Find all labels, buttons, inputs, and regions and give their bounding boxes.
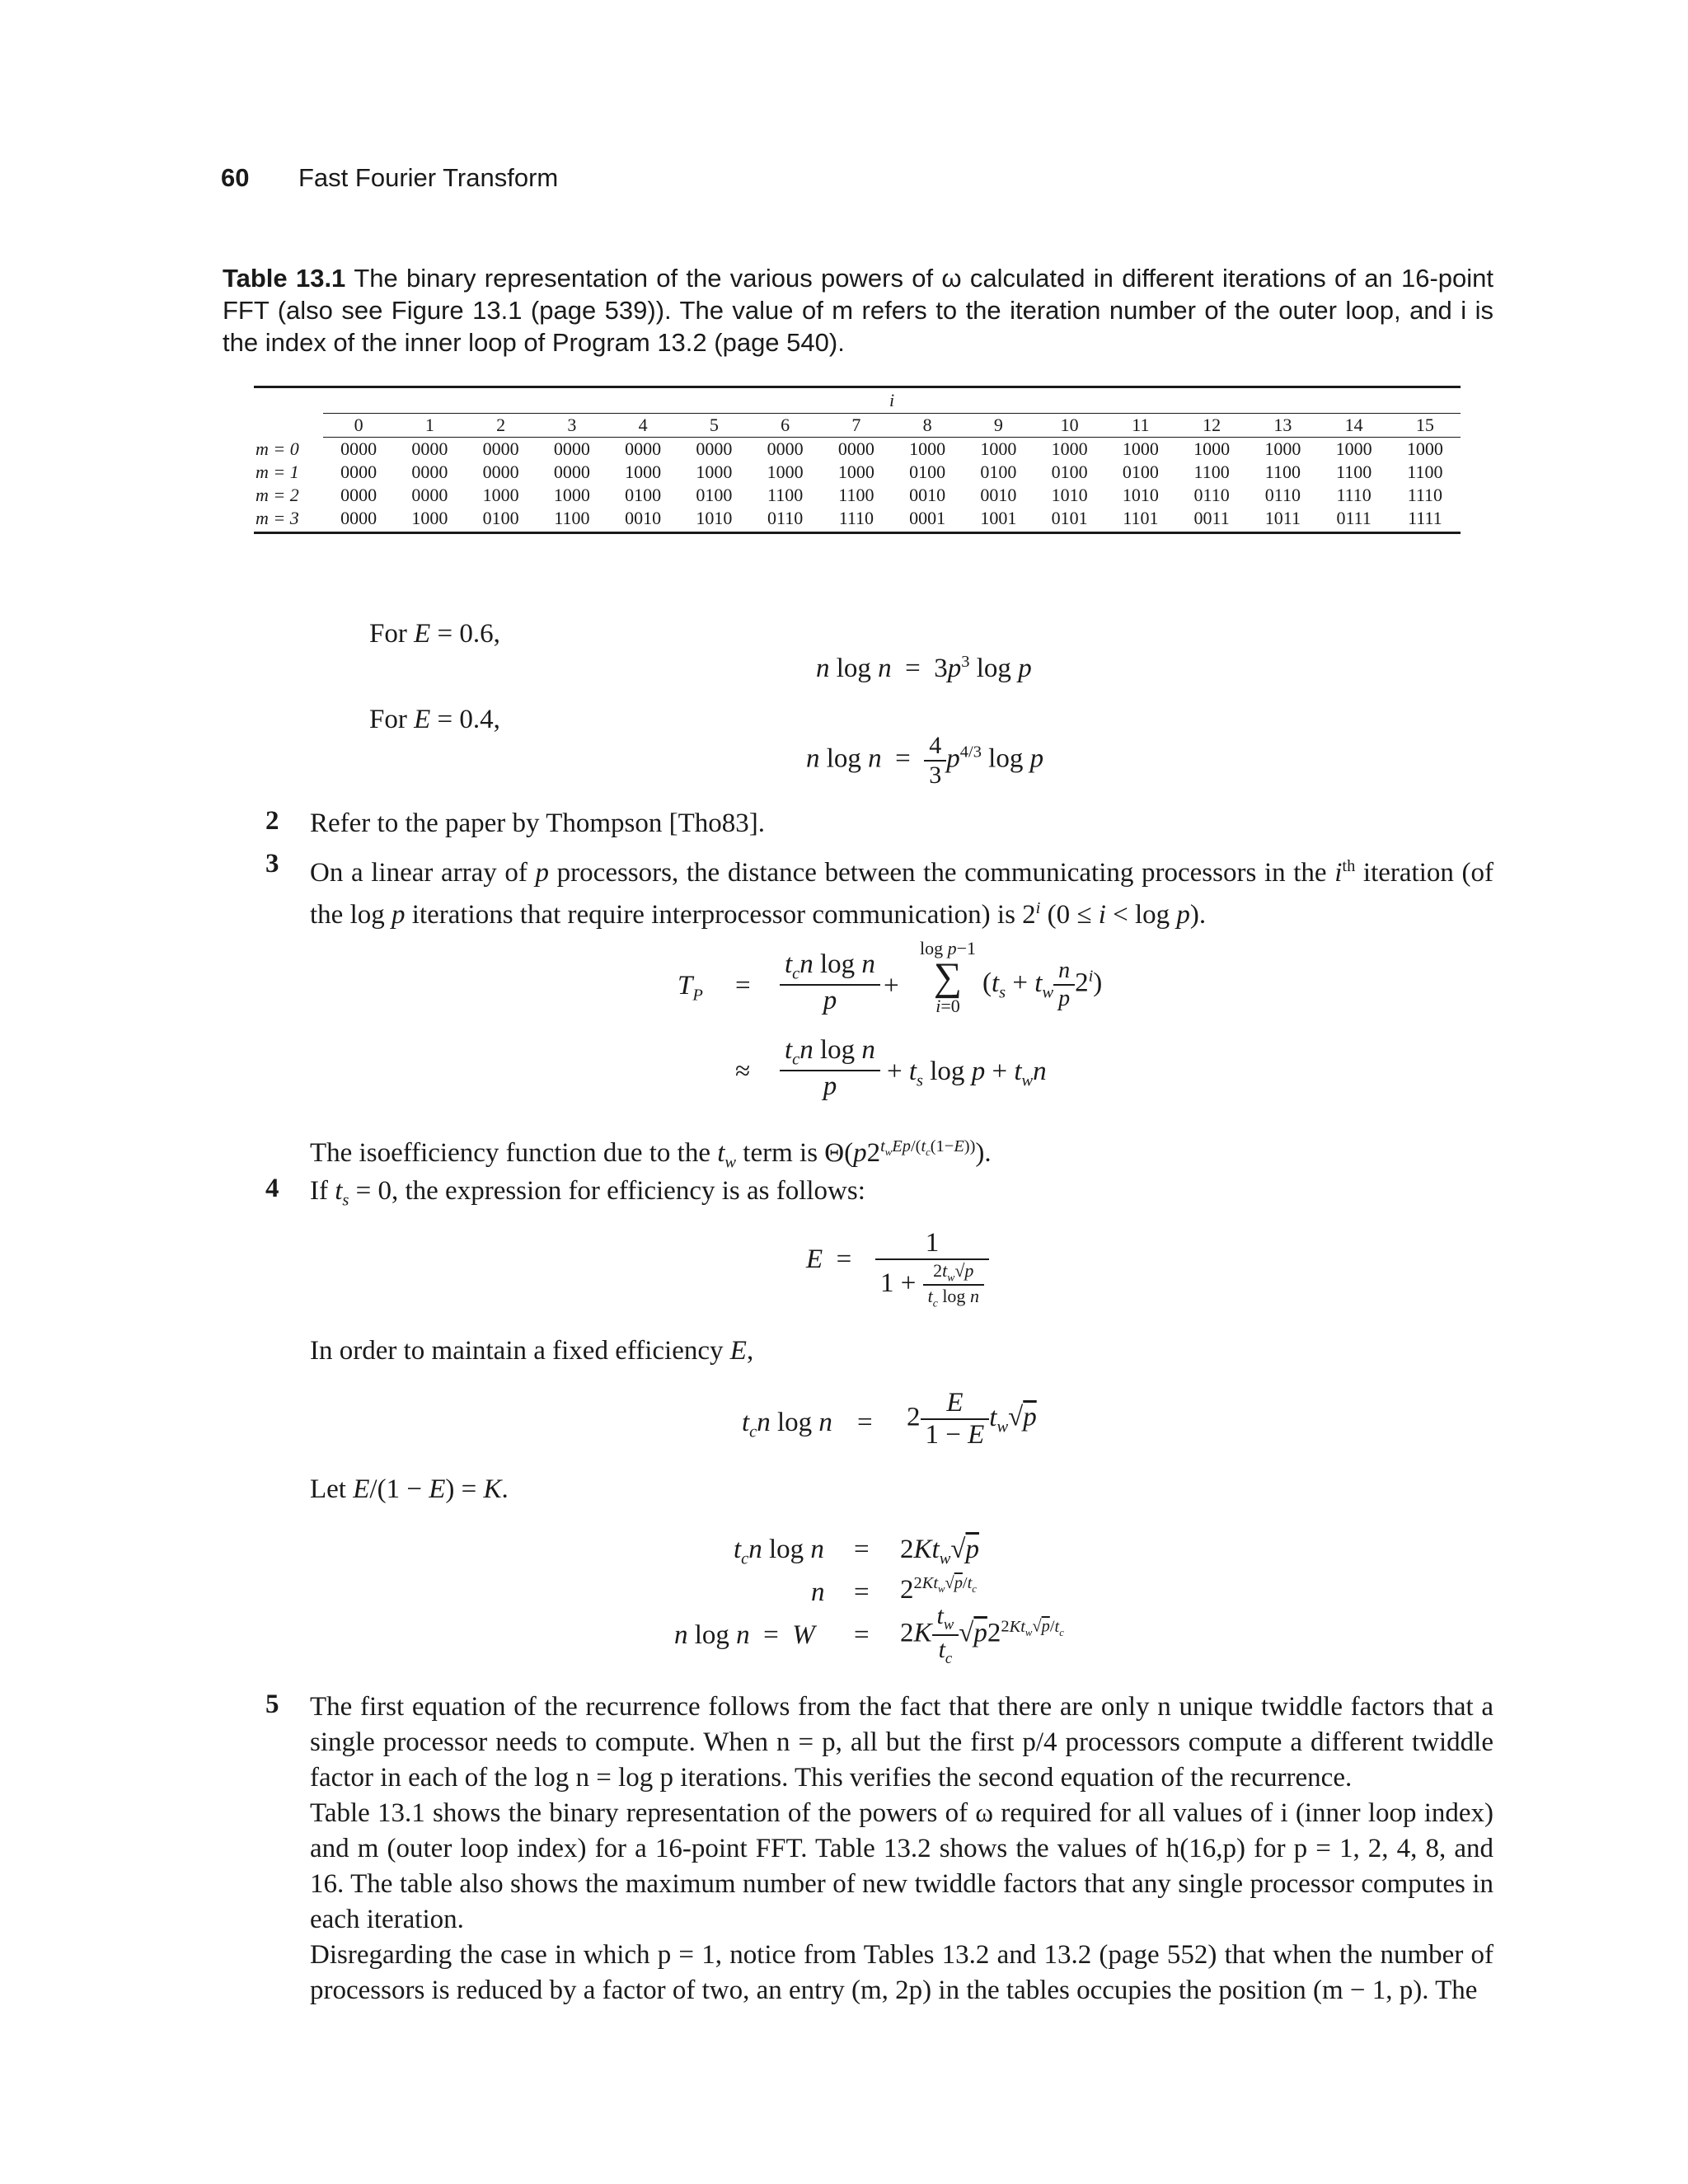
item5-paragraph-1: The first equation of the recurrence follows from the fact that there are only n unique twiddle factors that a single processor needs to compute. When n = p, all but the first p/4 processors compute a different twiddle factor in each of the log n = log p iterations. This verifies the second equation of the recurrence. [310, 1692, 1493, 1793]
column-group-label: i [889, 390, 895, 410]
table-cell: 0000 [696, 438, 733, 459]
eq-e04-denominator: 3 [929, 762, 942, 789]
table-row [254, 461, 1461, 484]
table-cell: 0000 [767, 438, 804, 459]
row-label: m = 1 [256, 462, 299, 482]
table-cell: 1011 [1264, 508, 1301, 528]
table-cell: 0100 [482, 508, 519, 528]
column-header: 15 [1390, 414, 1461, 438]
table-cell: 0000 [482, 438, 519, 459]
table-cell: 1010 [1051, 485, 1088, 505]
column-header: 14 [1319, 414, 1390, 438]
column-header: 7 [821, 414, 892, 438]
let-text: Let E/(1 − E) = K. [310, 1474, 509, 1504]
table-cell: 0000 [340, 462, 377, 482]
column-header: 12 [1176, 414, 1247, 438]
table-cell: 1100 [767, 485, 804, 505]
table-cell: 0100 [980, 462, 1017, 482]
eq-e04: n log n = $\frac{4}{3}$ $p^{4/3}$ log p [806, 732, 1044, 789]
table-cell: 1100 [838, 485, 874, 505]
table-cell: 1000 [980, 438, 1017, 459]
caption-label: Table 13.1 [223, 264, 346, 293]
w-eq3-equals: = [854, 1620, 870, 1650]
table-cell: 0110 [1264, 485, 1301, 505]
table-cell: 1100 [1264, 462, 1301, 482]
maintain-text: In order to maintain a fixed efficiency E, [310, 1336, 754, 1366]
w-eq1-rhs: $2Kt_w√p$ [900, 1535, 979, 1568]
tp-eq1-fraction: $\frac{t_cn \log n}{p}$ [780, 949, 880, 1016]
table-cell: 1111 [1408, 508, 1442, 528]
for-e04-label: For E = 0.4, [369, 705, 500, 734]
table-row [254, 484, 1461, 507]
w-eq1-equals: = [854, 1535, 870, 1564]
table-cell: 0001 [909, 508, 946, 528]
table-cell: 0010 [625, 508, 662, 528]
table-caption [223, 262, 1493, 359]
table-cell: 0000 [411, 485, 448, 505]
tp-sum: log p−1 ∑ i=0 [919, 938, 977, 1016]
column-header: 9 [963, 414, 1034, 438]
table-cell: 1000 [837, 462, 874, 482]
isoefficiency-text: The isoefficiency function due to the $t_w$ term is $\Theta(p2^{t_wEp/(t_c(1-E))})$. [310, 1137, 992, 1172]
table-cell: 1000 [1335, 438, 1372, 459]
table-cell: 0000 [553, 462, 590, 482]
eq-e04-numerator: 4 [924, 732, 946, 762]
maintain-eq-lhs: $t_cn$ log n [742, 1408, 832, 1441]
column-header: 1 [394, 414, 465, 438]
row-label-header [254, 414, 323, 438]
for-e06-label: For E = 0.6, [369, 619, 500, 649]
table-cell: 1000 [1122, 438, 1159, 459]
tp-label: $T_P$ [678, 971, 703, 1005]
caption-text: The binary representation of the various powers of ω calculated in different iterations of an 16-point FFT (also see Figure 13.1 (page 539)). The value of m refers to the iteration number of the outer loop, and i is the index of the inner loop of Program 13.2 (page 540). [223, 264, 1493, 357]
table-cell: 1110 [838, 508, 874, 528]
table-cell: 0100 [1051, 462, 1088, 482]
column-header: 4 [607, 414, 678, 438]
table-row [254, 438, 1461, 462]
table-cell: 1101 [1123, 508, 1159, 528]
running-title: Fast Fourier Transform [298, 163, 559, 192]
tp-eq1-equals: = [735, 971, 751, 1001]
page-number: 60 [221, 163, 250, 192]
table-cell: 0000 [411, 438, 448, 459]
tp-eq1-plus: + [884, 971, 899, 1001]
table-cell: 1000 [1264, 438, 1301, 459]
tp-eq2-rest: + $t_s$ $\log p + t_wn$ [887, 1057, 1047, 1090]
maintain-eq-rhs: 2 $\frac{E}{1 - E}$ $t_w√p$ [907, 1388, 1037, 1450]
column-header: 11 [1105, 414, 1176, 438]
item5-paragraph-3: Disregarding the case in which p = 1, notice from Tables 13.2 and 13.2 (page 552) that when the number of processors is reduced by a factor of two, an entry (m, 2p) in the tables occupies the position (m − 1, p). The [310, 1940, 1493, 2005]
table-cell: 0110 [767, 508, 804, 528]
table-cell: 1100 [1407, 462, 1443, 482]
table-cell: 1110 [1407, 485, 1443, 505]
table-cell: 1000 [1051, 438, 1088, 459]
table-cell: 1001 [980, 508, 1017, 528]
item5-body [310, 1690, 1493, 2008]
table-cell: 1010 [1122, 485, 1159, 505]
column-header: 13 [1247, 414, 1318, 438]
table-cell: 0000 [340, 508, 377, 528]
table-cell: 1000 [411, 508, 448, 528]
tp-eq2-approx: ≈ [735, 1057, 751, 1086]
table-cell: 0010 [909, 485, 946, 505]
table-cell: 0101 [1051, 508, 1088, 528]
w-eq1-lhs: $t_cn$ log n [734, 1535, 824, 1568]
item2-text: Refer to the paper by Thompson [Tho83]. [310, 808, 766, 838]
table-cell: 0100 [1122, 462, 1159, 482]
table-cell: 0000 [837, 438, 874, 459]
tp-eq1-term: ($t_s + t_w$ $\frac{n}{p}$ 2$^i$) [982, 958, 1103, 1011]
table-cell: 0100 [696, 485, 733, 505]
column-header: 2 [466, 414, 537, 438]
column-header: 5 [678, 414, 749, 438]
w-eq2-equals: = [854, 1577, 870, 1607]
table-cell: 1000 [482, 485, 519, 505]
table-cell: 0011 [1193, 508, 1230, 528]
w-eq3-lhs: n log n = W [674, 1620, 815, 1650]
item5-number: 5 [265, 1690, 279, 1719]
table-cell: 0000 [482, 462, 519, 482]
w-eq2-lhs: n [811, 1577, 825, 1607]
table-cell: 0000 [340, 485, 377, 505]
column-header: 3 [537, 414, 607, 438]
table-cell: 1000 [909, 438, 946, 459]
table-cell: 1010 [696, 508, 733, 528]
efficiency-lhs: E = [806, 1244, 852, 1274]
binary-table [254, 386, 1461, 534]
item4-text: If $t_s = 0$, the expression for efficiency is as follows: [310, 1176, 865, 1210]
table-cell: 0100 [625, 485, 662, 505]
table-cell: 1110 [1336, 485, 1372, 505]
table-cell: 1000 [696, 462, 733, 482]
column-header: 10 [1034, 414, 1105, 438]
item4-number: 4 [265, 1174, 279, 1203]
row-label: m = 0 [256, 438, 299, 459]
table-cell: 1000 [553, 485, 590, 505]
table-cell: 1100 [554, 508, 590, 528]
item3-number: 3 [265, 849, 279, 879]
table-cell: 1000 [1193, 438, 1231, 459]
table-cell: 0111 [1336, 508, 1372, 528]
w-eq2-rhs: $2^{2Kt_w√p/t_c}$ [900, 1574, 977, 1605]
table-cell: 0110 [1193, 485, 1230, 505]
maintain-eq-equals: = [857, 1408, 873, 1437]
tp-eq2-fraction: $\frac{t_cn \log n}{p}$ [780, 1035, 880, 1102]
table-cell: 0100 [909, 462, 946, 482]
column-header: 0 [323, 414, 394, 438]
item2-number: 2 [265, 806, 279, 836]
column-header-row [254, 414, 1461, 438]
table-cell: 0000 [411, 462, 448, 482]
item3-text: On a linear array of p processors, the distance between the communicating processors in the $i^{th}$ iteration (of the log p iterations that require interprocessor communication) is 2$^i$ (0 ≤ i < log p). [310, 857, 1494, 930]
eq-e06: n $\log n = 3p^3$ log p [816, 653, 1032, 683]
column-header: 6 [750, 414, 821, 438]
item5-paragraph-2: Table 13.1 shows the binary representation of the powers of ω required for all values of i (inner loop index) and m (outer loop index) for a 16-point FFT. Table 13.2 shows the values of h(16,p) for p = 1, 2, 4, 8, and 16. The table also shows the maximum number of new twiddle factors that any single processor computes in each iteration. [310, 1798, 1493, 1934]
table-cell: 1000 [767, 462, 804, 482]
efficiency-fraction: 1 1 + $\frac{2t_w√p}{t_c \log n}$ [875, 1228, 989, 1310]
w-eq3-rhs: 2K $\frac{t_w}{t_c}$ $√p2^{2Kt_w√p/t_c}$ [900, 1602, 1064, 1667]
table-cell: 1000 [625, 462, 662, 482]
table-body [254, 438, 1461, 531]
table-cell: 0010 [980, 485, 1017, 505]
column-header: 8 [892, 414, 963, 438]
table-cell: 1100 [1336, 462, 1372, 482]
table-cell: 0000 [625, 438, 662, 459]
row-label: m = 3 [256, 508, 299, 528]
table-cell: 0000 [553, 438, 590, 459]
table-cell: 1000 [1406, 438, 1443, 459]
table-cell: 1100 [1193, 462, 1230, 482]
row-label: m = 2 [256, 485, 299, 505]
table-row [254, 507, 1461, 530]
table-cell: 0000 [340, 438, 377, 459]
